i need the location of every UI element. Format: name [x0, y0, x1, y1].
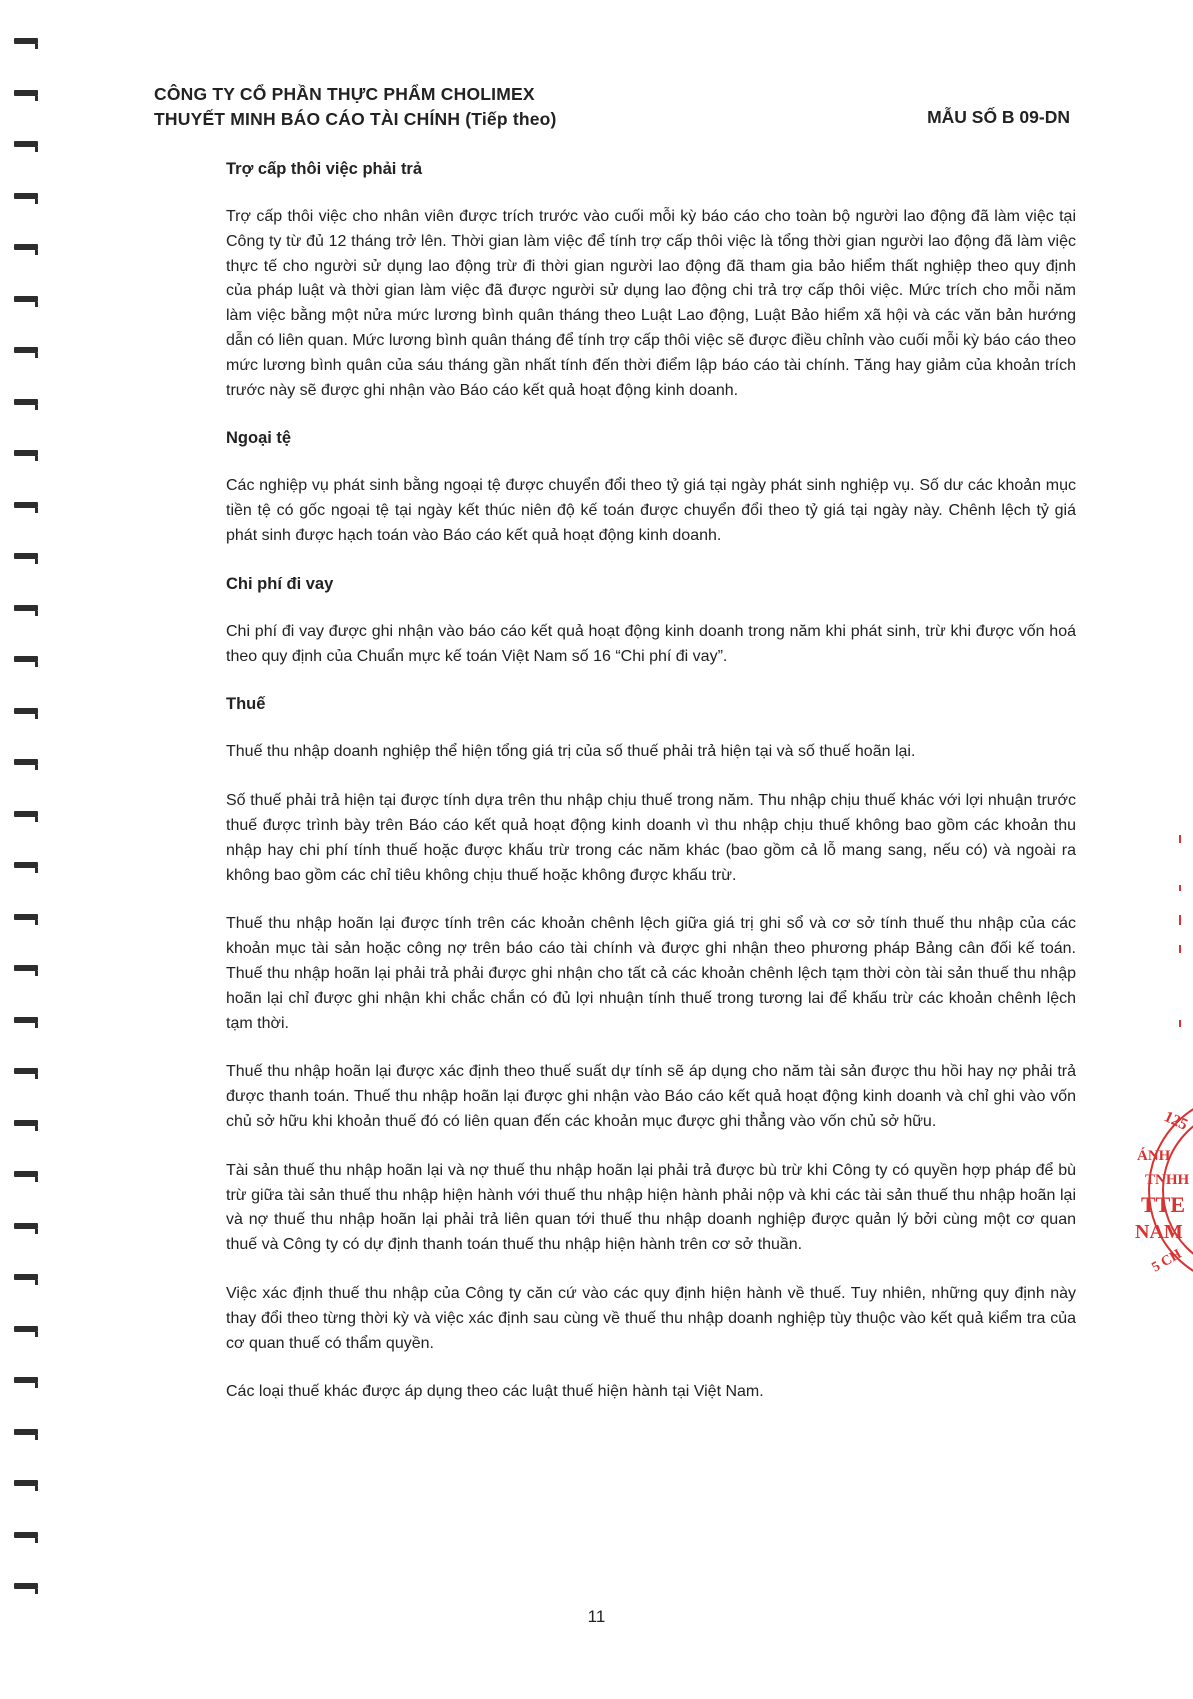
binder-hole-mark — [14, 1377, 38, 1383]
binder-hole-mark — [14, 811, 38, 817]
binder-hole-mark — [14, 90, 38, 96]
binder-hole-mark — [14, 244, 38, 250]
paragraph: Thuế thu nhập hoãn lại được tính trên các khoản chênh lệch giữa giá trị ghi sổ và cơ sở tính thuế thu nhập của các khoản mục tài sản hoặc công nợ trên báo cáo tài chính và được ghi nhận theo phương pháp Bảng cân đối kế toán. Thuế thu nhập hoãn lại phải trả phải được ghi nhận cho tất cả các khoản chênh lệch tạm thời còn tài sản thuế thu nhập hoãn lại chỉ được ghi nhận khi chắc chắn có đủ lợi nhuận tính thuế trong tương lai để khấu trừ các khoản chênh lệch tạm thời. — [226, 915, 1076, 1032]
page-number: 11 — [587, 1607, 606, 1626]
binder-hole-mark — [14, 502, 38, 508]
binder-hole-mark — [14, 399, 38, 405]
binder-hole-mark — [14, 914, 38, 920]
binder-hole-mark — [14, 1017, 38, 1023]
paragraph: Các loại thuế khác được áp dụng theo các luật thuế hiện hành tại Việt Nam. — [226, 1383, 764, 1401]
binder-hole-mark — [14, 1480, 38, 1486]
binder-holes — [14, 0, 54, 1699]
binder-hole-mark — [14, 450, 38, 456]
document-body — [226, 158, 1076, 1405]
binder-hole-mark — [14, 1429, 38, 1435]
section-heading: Trợ cấp thôi việc phải trả — [226, 160, 423, 178]
paragraph: Trợ cấp thôi việc cho nhân viên được trích trước vào cuối mỗi kỳ báo cáo cho toàn bộ người lao động đã làm việc tại Công ty từ đủ 12 tháng trở lên. Thời gian làm việc để tính trợ cấp thôi việc là tổng thời gian người lao động đã làm việc thực tế cho người sử dụng lao động trừ đi thời gian người lao động đã tham gia bảo hiểm thất nghiệp theo quy định của pháp luật và thời gian làm việc đã được người sử dụng lao động chi trả trợ cấp thôi việc. Mức trích cho mỗi năm làm việc bằng một nửa mức lương bình quân tháng theo Luật Lao động, Luật Bảo hiểm xã hội và các văn bản hướng dẫn có liên quan. Mức lương bình quân tháng để tính trợ cấp thôi việc sẽ được điều chỉnh vào cuối mỗi kỳ báo cáo theo mức lương bình quân của sáu tháng gần nhất tính đến thời điểm lập báo cáo tài chính. Tăng hay giảm của khoản trích trước này sẽ được ghi nhận vào Báo cáo kết quả hoạt động kinh doanh. — [226, 208, 1076, 399]
paragraph: Số thuế phải trả hiện tại được tính dựa trên thu nhập chịu thuế trong năm. Thu nhập chịu thuế khác với lợi nhuận trước thuế được trình bày trên Báo cáo kết quả hoạt động kinh doanh vì thu nhập chịu thuế không bao gồm các khoản thu nhập hay chi phí tính thuế hoặc được khấu trừ trong các năm khác (bao gồm cả lỗ mang sang, nếu có) và ngoài ra không bao gồm các chỉ tiêu không chịu thuế hoặc không được khấu trừ. — [226, 792, 1076, 884]
binder-hole-mark — [14, 1068, 38, 1074]
paragraph: Các nghiệp vụ phát sinh bằng ngoại tệ được chuyển đổi theo tỷ giá tại ngày phát sinh nghiệp vụ. Số dư các khoản mục tiền tệ có gốc ngoại tệ tại ngày kết thúc niên độ kế toán được chuyển đổi theo tỷ giá tại ngày này. Chênh lệch tỷ giá phát sinh được hạch toán vào Báo cáo kết quả hoạt động kinh doanh. — [226, 477, 1076, 544]
binder-hole-mark — [14, 1274, 38, 1280]
binder-hole-mark — [14, 605, 38, 611]
paragraph: Thuế thu nhập doanh nghiệp thể hiện tổng giá trị của số thuế phải trả hiện tại và số thuế hoãn lại. — [226, 743, 916, 761]
binder-hole-mark — [14, 1532, 38, 1538]
stamp-text: TNHH — [1145, 1172, 1190, 1188]
section-heading: Ngoại tệ — [226, 429, 292, 448]
binder-hole-mark — [14, 708, 38, 714]
binder-hole-mark — [14, 1326, 38, 1332]
binder-hole-mark — [14, 347, 38, 353]
stamp-text: 5 CH — [1149, 1246, 1185, 1276]
section-heading: Chi phí đi vay — [226, 574, 334, 593]
binder-hole-mark — [14, 1223, 38, 1229]
binder-hole-mark — [14, 141, 38, 147]
stamp-edge-marks — [1175, 835, 1185, 1065]
binder-hole-mark — [14, 1583, 38, 1589]
company-name: CÔNG TY CỔ PHẦN THỰC PHẨM CHOLIMEX — [154, 84, 535, 104]
binder-hole-mark — [14, 296, 38, 302]
binder-hole-mark — [14, 553, 38, 559]
stamp-text: TTE — [1141, 1192, 1186, 1217]
stamp-text: ÁNH — [1137, 1148, 1171, 1164]
stamp-text: NAM — [1135, 1221, 1183, 1243]
paragraph: Thuế thu nhập hoãn lại được xác định theo thuế suất dự tính sẽ áp dụng cho năm tài sản được thu hồi hay nợ phải trả được thanh toán. Thuế thu nhập hoãn lại được ghi nhận vào Báo cáo kết quả hoạt động kinh doanh và chỉ ghi vào vốn chủ sở hữu khi khoản thuế đó có liên quan đến các khoản mục được ghi thẳng vào vốn chủ sở hữu. — [226, 1063, 1076, 1130]
document-header — [154, 82, 557, 132]
binder-hole-mark — [14, 862, 38, 868]
binder-hole-mark — [14, 965, 38, 971]
company-stamp — [1133, 1080, 1193, 1300]
binder-hole-mark — [14, 1120, 38, 1126]
stamp-text: 125 — [1161, 1108, 1191, 1134]
report-title: THUYẾT MINH BÁO CÁO TÀI CHÍNH (Tiếp theo) — [154, 109, 557, 129]
section-heading: Thuế — [226, 695, 266, 714]
binder-hole-mark — [14, 1171, 38, 1177]
binder-hole-mark — [14, 38, 38, 44]
form-number: MẪU SỐ B 09-DN — [927, 107, 1070, 127]
binder-hole-mark — [14, 759, 38, 765]
paragraph: Chi phí đi vay được ghi nhận vào báo cáo kết quả hoạt động kinh doanh trong năm khi phát sinh, trừ khi được vốn hoá theo quy định của Chuẩn mực kế toán Việt Nam số 16 “Chi phí đi vay”. — [226, 622, 1076, 665]
paragraph: Tài sản thuế thu nhập hoãn lại và nợ thuế thu nhập hoãn lại phải trả được bù trừ khi Công ty có quyền hợp pháp để bù trừ giữa tài sản thuế thu nhập hiện hành với thuế thu nhập hiện hành phải nộp và khi các tài sản thuế thu nhập hoãn lại và nợ thuế thu nhập hoãn lại phải trả liên quan tới thuế thu nhập doanh nghiệp được quản lý bởi cùng một cơ quan thuế và Công ty có dự định thanh toán thuế thu nhập hiện hành trên cơ sở thuần. — [226, 1161, 1076, 1254]
binder-hole-mark — [14, 656, 38, 662]
binder-hole-mark — [14, 193, 38, 199]
paragraph: Việc xác định thuế thu nhập của Công ty căn cứ vào các quy định hiện hành về thuế. Tuy nhiên, những quy định này thay đổi theo từng thời kỳ và việc xác định sau cùng về thuế thu nhập doanh nghiệp tùy thuộc vào kết quả kiểm tra của cơ quan thuế có thẩm quyền. — [226, 1284, 1076, 1352]
